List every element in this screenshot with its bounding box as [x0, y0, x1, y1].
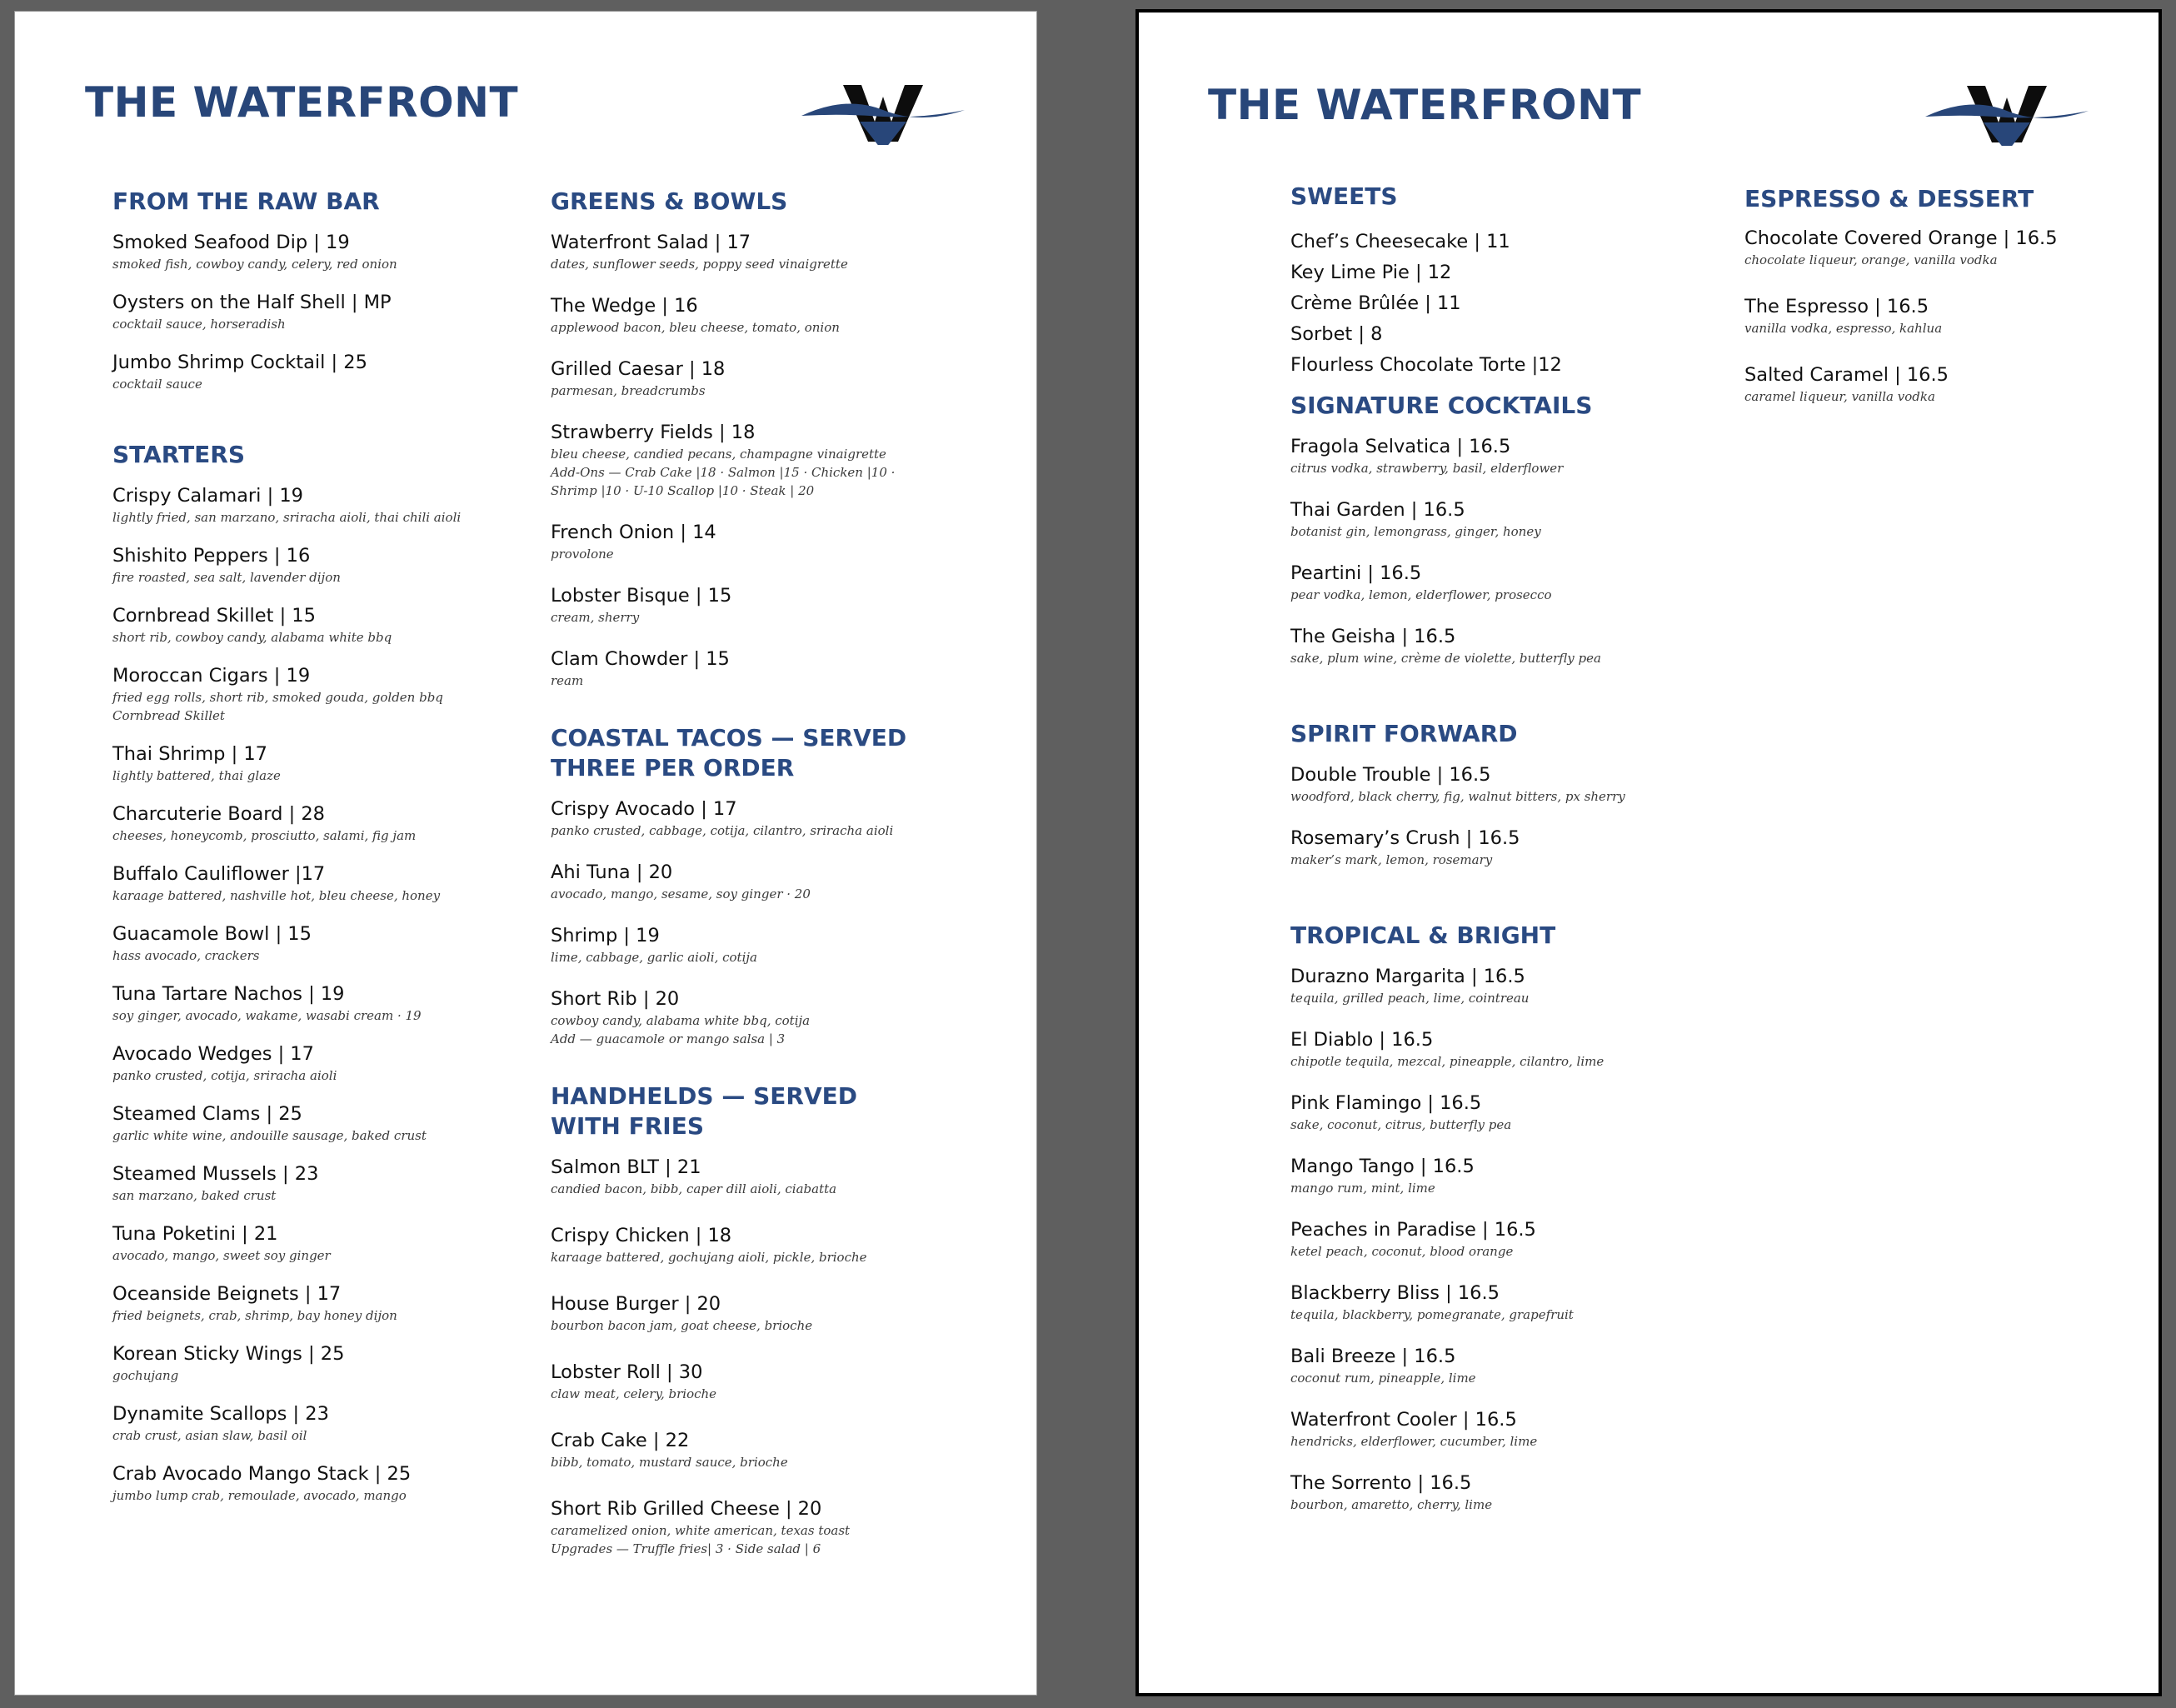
- menu-item-name: Crispy Calamari | 19: [112, 485, 303, 507]
- menu-item-description: chipotle tequila, mezcal, pineapple, cilantro, lime: [1290, 1054, 1605, 1069]
- menu-item-name: Crab Avocado Mango Stack | 25: [112, 1463, 412, 1485]
- menu-item-name: Oceanside Beignets | 17: [112, 1283, 342, 1305]
- menu-item-name: Crispy Chicken | 18: [551, 1225, 732, 1246]
- menu-item-name: Strawberry Fields | 18: [551, 422, 756, 443]
- menu-item-name: Oysters on the Half Shell | MP: [112, 292, 392, 313]
- menu-item-name: Shishito Peppers | 16: [112, 545, 311, 567]
- menu-item-description: cocktail sauce: [112, 377, 202, 392]
- menu-item-description: bibb, tomato, mustard sauce, brioche: [551, 1455, 788, 1470]
- menu-item-description: Add-Ons — Crab Cake |18 · Salmon |15 · Chicken |10 ·: [551, 465, 896, 480]
- menu-item: [551, 1428, 1017, 1471]
- menu-item: [1290, 1471, 1707, 1514]
- menu-item-name: Cornbread Skillet | 15: [112, 605, 316, 627]
- menu-item-description: chocolate liqueur, orange, vanilla vodka: [1744, 252, 1998, 267]
- menu-item-description: woodford, black cherry, fig, walnut bitters, px sherry: [1290, 789, 1625, 804]
- menu-item: [1290, 497, 1707, 541]
- right-column-2: [1744, 184, 2144, 431]
- menu-item: [1290, 1344, 1707, 1387]
- menu-item-description: san marzano, baked crust: [112, 1188, 277, 1203]
- menu-item-name: Key Lime Pie | 12: [1290, 262, 1452, 283]
- menu-item-description: candied bacon, bibb, caper dill aioli, ciabatta: [551, 1181, 837, 1196]
- menu-item: [112, 1041, 512, 1085]
- menu-item-description: jumbo lump crab, remoulade, avocado, mango: [112, 1488, 407, 1503]
- menu-item-name: Moroccan Cigars | 19: [112, 665, 311, 687]
- menu-item: [551, 1360, 1017, 1403]
- right-column-1: [1290, 182, 1707, 1534]
- menu-item: [551, 1223, 1017, 1266]
- menu-item-description: mango rum, mint, lime: [1290, 1181, 1435, 1196]
- section-title: FROM THE RAW BAR: [112, 187, 380, 215]
- menu-item-description: fried egg rolls, short rib, smoked gouda, golden bbq: [112, 690, 443, 705]
- menu-item: [112, 350, 512, 393]
- menu-item-description: lightly fried, san marzano, sriracha aioli, thai chili aioli: [112, 510, 462, 525]
- menu-item-description: short rib, cowboy candy, alabama white bbq: [112, 630, 392, 645]
- menu-item-description: pear vodka, lemon, elderflower, prosecco: [1290, 587, 1552, 602]
- menu-item-name: Thai Garden | 16.5: [1290, 499, 1465, 521]
- menu-item-name: Lobster Bisque | 15: [551, 585, 732, 607]
- menu-item-description: avocado, mango, sweet soy ginger: [112, 1248, 331, 1263]
- restaurant-name: THE WATERFRONT: [85, 78, 519, 127]
- menu-item-name: Buffalo Cauliflower |17: [112, 863, 326, 885]
- menu-item: [551, 1291, 1017, 1335]
- menu-item-description: bourbon bacon jam, goat cheese, brioche: [551, 1318, 813, 1333]
- menu-item-description: maker’s mark, lemon, rosemary: [1290, 852, 1493, 867]
- menu-item-name: Thai Shrimp | 17: [112, 743, 267, 765]
- section-spirit-forward: [1290, 719, 1707, 869]
- menu-item-name: Rosemary’s Crush | 16.5: [1290, 827, 1520, 849]
- waterfront-w-logo-icon: [1924, 71, 2090, 146]
- section-title: STARTERS: [112, 441, 246, 468]
- section-title: SIGNATURE COCKTAILS: [1290, 392, 1593, 419]
- section-raw-bar: [112, 187, 512, 393]
- menu-item-name: Waterfront Salad | 17: [551, 232, 751, 253]
- menu-item-name: Charcuterie Board | 28: [112, 803, 325, 825]
- menu-item: [551, 357, 1017, 400]
- menu-item: [112, 802, 512, 845]
- menu-item-name: Steamed Clams | 25: [112, 1103, 302, 1125]
- menu-item-name: Korean Sticky Wings | 25: [112, 1343, 345, 1365]
- menu-item-description: provolone: [551, 547, 614, 562]
- section-title-line-2: THREE PER ORDER: [551, 754, 795, 782]
- menu-item-description: Shrimp |10 · U-10 Scallop |10 · Steak | 20: [551, 483, 815, 498]
- menu-item: [1290, 1281, 1707, 1324]
- menu-item-description: cowboy candy, alabama white bbq, cotija: [551, 1013, 811, 1028]
- menu-item-name: Guacamole Bowl | 15: [112, 923, 312, 945]
- menu-item-name: Chef’s Cheesecake | 11: [1290, 231, 1510, 252]
- menu-item-name: Salted Caramel | 16.5: [1744, 364, 1949, 386]
- menu-item-description: ream: [551, 673, 584, 688]
- menu-item: [112, 663, 512, 725]
- menu-item: [551, 986, 1017, 1048]
- menu-item: [112, 1221, 512, 1265]
- menu-item-name: Dynamite Scallops | 23: [112, 1403, 329, 1425]
- menu-item: [551, 1496, 1017, 1558]
- waterfront-w-logo-icon: [800, 70, 966, 145]
- menu-item-description: Cornbread Skillet: [112, 708, 225, 723]
- menu-item-name: Flourless Chocolate Torte |12: [1290, 354, 1562, 376]
- section-starters: [112, 440, 512, 1505]
- menu-item-name: Clam Chowder | 15: [551, 648, 730, 670]
- menu-item-description: lightly battered, thai glaze: [112, 768, 281, 783]
- section-espresso-dessert: [1744, 184, 2144, 406]
- menu-item: [1290, 624, 1707, 667]
- menu-item: [1290, 561, 1707, 604]
- section-title: COASTAL TACOS — SERVED: [551, 724, 907, 752]
- menu-item-description: vanilla vodka, espresso, kahlua: [1744, 321, 1943, 336]
- menu-item: [112, 1401, 512, 1445]
- menu-item: [1290, 1217, 1707, 1261]
- menu-item-name: Shrimp | 19: [551, 925, 660, 946]
- menu-item-description: karaage battered, gochujang aioli, pickle, brioche: [551, 1250, 867, 1265]
- menu-item-name: Jumbo Shrimp Cocktail | 25: [112, 352, 367, 373]
- menu-item: [112, 1341, 512, 1385]
- menu-item-description: panko crusted, cabbage, cotija, cilantro, sriracha aioli: [551, 823, 894, 838]
- menu-item-name: House Burger | 20: [551, 1293, 721, 1315]
- menu-item-description: cheeses, honeycomb, prosciutto, salami, fig jam: [112, 828, 417, 843]
- menu-item-description: smoked fish, cowboy candy, celery, red onion: [112, 257, 397, 272]
- menu-item: [551, 647, 1017, 690]
- menu-item-description: coconut rum, pineapple, lime: [1290, 1371, 1476, 1386]
- menu-item-name: Pink Flamingo | 16.5: [1290, 1092, 1482, 1114]
- menu-item: [1290, 1027, 1707, 1071]
- menu-item: [1290, 1407, 1707, 1451]
- menu-item: [1290, 826, 1707, 869]
- menu-item: [551, 860, 1017, 903]
- menu-item-description: avocado, mango, sesame, soy ginger · 20: [551, 886, 811, 901]
- menu-item-description: caramel liqueur, vanilla vodka: [1744, 389, 1935, 404]
- menu-item-description: sake, coconut, citrus, butterfly pea: [1290, 1117, 1512, 1132]
- menu-item-description: soy ginger, avocado, wakame, wasabi cream · 19: [112, 1008, 422, 1023]
- menu-item-name: French Onion | 14: [551, 522, 716, 543]
- menu-item-name: Crab Cake | 22: [551, 1430, 690, 1451]
- menu-item: [112, 290, 512, 333]
- section-title: HANDHELDS — SERVED: [551, 1082, 857, 1110]
- menu-item-description: tequila, blackberry, pomegranate, grapefruit: [1290, 1307, 1574, 1322]
- section-title: ESPRESSO & DESSERT: [1744, 185, 2034, 212]
- menu-item-description: Add — guacamole or mango salsa | 3: [551, 1031, 786, 1046]
- menu-item: [551, 797, 1017, 840]
- menu-item-name: Grilled Caesar | 18: [551, 358, 726, 380]
- menu-item: [551, 293, 1017, 337]
- menu-item-description: garlic white wine, andouille sausage, baked crust: [112, 1128, 427, 1143]
- menu-item: [1290, 1091, 1707, 1134]
- section-greens: [551, 187, 1017, 690]
- menu-item-name: Avocado Wedges | 17: [112, 1043, 314, 1065]
- menu-item-description: sake, plum wine, crème de violette, butterfly pea: [1290, 651, 1601, 666]
- section-signature-cocktails: [1290, 391, 1707, 667]
- menu-item-description: bourbon, amaretto, cherry, lime: [1290, 1497, 1493, 1512]
- menu-item-description: panko crusted, cotija, sriracha aioli: [112, 1068, 337, 1083]
- menu-item-description: dates, sunflower seeds, poppy seed vinaigrette: [551, 257, 848, 272]
- menu-item-description: cocktail sauce, horseradish: [112, 317, 286, 332]
- menu-item: [112, 861, 512, 905]
- menu-item-name: Blackberry Bliss | 16.5: [1290, 1282, 1500, 1304]
- menu-item-description: caramelized onion, white american, texas toast: [551, 1523, 851, 1538]
- section-title: SPIRIT FORWARD: [1290, 720, 1518, 747]
- section-title-line-2: WITH FRIES: [551, 1112, 704, 1140]
- menu-item-name: Short Rib | 20: [551, 988, 680, 1010]
- menu-item-name: Durazno Margarita | 16.5: [1290, 966, 1525, 987]
- menu-item-name: The Espresso | 16.5: [1744, 296, 1929, 317]
- menu-item-name: Salmon BLT | 21: [551, 1156, 701, 1178]
- menu-item: [1290, 1154, 1707, 1197]
- menu-item-name: Short Rib Grilled Cheese | 20: [551, 1498, 822, 1520]
- menu-item-description: tequila, grilled peach, lime, cointreau: [1290, 991, 1530, 1006]
- menu-item: [112, 603, 512, 647]
- menu-item-name: Peartini | 16.5: [1290, 562, 1422, 584]
- section-tropical: [1290, 921, 1707, 1514]
- menu-item-description: citrus vodka, strawberry, basil, elderflower: [1290, 461, 1564, 476]
- menu-item-name: Double Trouble | 16.5: [1290, 764, 1491, 786]
- menu-item: [551, 230, 1017, 273]
- menu-item-description: hendricks, elderflower, cucumber, lime: [1290, 1434, 1538, 1449]
- menu-item: [112, 742, 512, 785]
- menu-item-description: Upgrades — Truffle fries| 3 · Side salad | 6: [551, 1541, 821, 1556]
- menu-item-name: The Geisha | 16.5: [1290, 626, 1456, 647]
- menu-item: [112, 921, 512, 965]
- left-column-2: [551, 187, 1017, 1583]
- menu-item-description: botanist gin, lemongrass, ginger, honey: [1290, 524, 1541, 539]
- menu-item-description: cream, sherry: [551, 610, 640, 625]
- menu-item-name: Tuna Tartare Nachos | 19: [112, 983, 345, 1005]
- section-title: TROPICAL & BRIGHT: [1290, 921, 1556, 949]
- menu-item: [1744, 294, 2144, 337]
- menu-item-name: El Diablo | 16.5: [1290, 1029, 1434, 1051]
- menu-item-description: ketel peach, coconut, blood orange: [1290, 1244, 1514, 1259]
- menu-item-name: Tuna Poketini | 21: [112, 1223, 278, 1245]
- menu-item-description: gochujang: [112, 1368, 179, 1383]
- menu-item-description: karaage battered, nashville hot, bleu cheese, honey: [112, 888, 441, 903]
- menu-item: [551, 420, 1017, 500]
- menu-item: [112, 1281, 512, 1325]
- menu-item: [551, 520, 1017, 563]
- menu-item-name: Waterfront Cooler | 16.5: [1290, 1409, 1517, 1431]
- menu-item-description: fire roasted, sea salt, lavender dijon: [112, 570, 341, 585]
- menu-item-name: Steamed Mussels | 23: [112, 1163, 319, 1185]
- menu-item: [1744, 362, 2144, 406]
- menu-item-name: Crispy Avocado | 17: [551, 798, 737, 820]
- menu-item: [1290, 964, 1707, 1007]
- menu-page-drinks: [1135, 9, 2162, 1696]
- menu-item-description: parmesan, breadcrumbs: [551, 383, 706, 398]
- menu-item-description: crab crust, asian slaw, basil oil: [112, 1428, 307, 1443]
- menu-item: [112, 230, 512, 273]
- menu-item-name: Chocolate Covered Orange | 16.5: [1744, 227, 2058, 249]
- menu-item-name: The Sorrento | 16.5: [1290, 1472, 1472, 1494]
- menu-item: [112, 981, 512, 1025]
- restaurant-name: THE WATERFRONT: [1208, 81, 1642, 129]
- section-title: GREENS & BOWLS: [551, 187, 788, 215]
- menu-item-name: Bali Breeze | 16.5: [1290, 1346, 1456, 1367]
- menu-item-description: hass avocado, crackers: [112, 948, 260, 963]
- menu-item: [112, 1101, 512, 1145]
- left-column-1: [112, 187, 512, 1521]
- section-sweets: [1290, 182, 1707, 381]
- menu-item-description: applewood bacon, bleu cheese, tomato, onion: [551, 320, 840, 335]
- menu-item: [112, 483, 512, 527]
- menu-item: [1744, 226, 2144, 269]
- menu-item-name: Lobster Roll | 30: [551, 1361, 703, 1383]
- section-handhelds: [551, 1081, 1017, 1558]
- menu-item-name: Ahi Tuna | 20: [551, 861, 673, 883]
- menu-item: [551, 1155, 1017, 1198]
- menu-item: [551, 583, 1017, 627]
- menu-item-description: bleu cheese, candied pecans, champagne vinaigrette: [551, 447, 886, 462]
- menu-item: [1290, 762, 1707, 806]
- menu-item-name: Smoked Seafood Dip | 19: [112, 232, 350, 253]
- menu-item: [551, 923, 1017, 966]
- menu-item-name: Fragola Selvatica | 16.5: [1290, 436, 1511, 457]
- menu-item-name: The Wedge | 16: [551, 295, 698, 317]
- menu-item-description: fried beignets, crab, shrimp, bay honey dijon: [112, 1308, 397, 1323]
- menu-item-name: Sorbet | 8: [1290, 323, 1383, 345]
- section-title: SWEETS: [1290, 182, 1398, 210]
- menu-item-name: Mango Tango | 16.5: [1290, 1156, 1475, 1177]
- menu-item-name: Peaches in Paradise | 16.5: [1290, 1219, 1536, 1241]
- menu-item: [112, 543, 512, 587]
- menu-item: [112, 1161, 512, 1205]
- menu-item-description: lime, cabbage, garlic aioli, cotija: [551, 950, 757, 965]
- menu-item-description: claw meat, celery, brioche: [551, 1386, 717, 1401]
- menu-item-name: Crème Brûlée | 11: [1290, 292, 1461, 314]
- menu-item: [112, 1461, 512, 1505]
- section-tacos: [551, 723, 1017, 1048]
- menu-page-food: [14, 11, 1037, 1696]
- menu-item: [1290, 434, 1707, 477]
